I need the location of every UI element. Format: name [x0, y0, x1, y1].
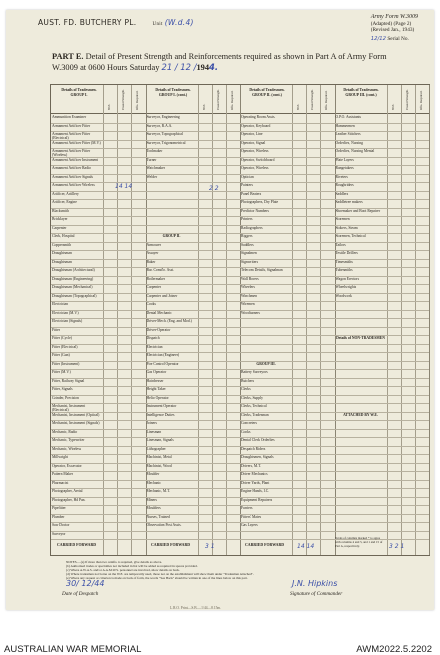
row-label: Wheelers	[241, 285, 255, 289]
despatch-label: Date of Despatch	[62, 591, 99, 597]
row-label: Stokers, Steam	[335, 225, 358, 230]
row-label: Radiographers	[241, 225, 263, 230]
row-label: Shoemaker and Boot Repairer	[335, 208, 381, 213]
row-label: Mechanist, Instrument (Signals)	[52, 421, 100, 425]
carried-forward-2: CARRIED FORWARD	[151, 543, 191, 547]
row-label: Turner	[146, 157, 157, 162]
archive-id: AWM2022.5.2202	[356, 644, 432, 655]
header-posted: Posted Strength.	[404, 89, 409, 110]
row-label: Draughtsman (Engineering)	[52, 276, 94, 281]
row-label: Roughriders	[335, 183, 354, 187]
row-label: Plate Layers	[335, 157, 354, 162]
row-label: Artificer, Artillery	[52, 191, 79, 196]
header-rfts: Rfts. Required.	[324, 90, 328, 110]
row-label: Woodturners	[241, 310, 260, 315]
row-label: Cooks	[241, 429, 251, 434]
form-title	[52, 51, 392, 73]
row-label: Tubesmiths	[335, 268, 353, 272]
row-label: Gas Operator	[146, 370, 167, 374]
header-rfts: Rfts. Required.	[135, 90, 139, 110]
row-label: Instrument Operator	[146, 404, 177, 408]
archive-name: AUSTRALIAN WAR MEMORIAL	[4, 644, 142, 655]
row-label: Butchers	[241, 378, 255, 383]
row-label: Clerks, Technical	[241, 404, 267, 408]
serial-label: Serial No.	[387, 35, 409, 42]
hw-carry-3: 3 1	[205, 543, 215, 550]
row-label: Signwriters	[241, 259, 259, 264]
row-label: Predictor Numbers	[241, 208, 269, 213]
row-label: Fitter (Instrument)	[52, 361, 80, 366]
row-label: Coppersmith	[52, 242, 72, 247]
row-label: Textile Drillers	[335, 251, 358, 255]
row-label: Dental Mechanic	[146, 310, 172, 315]
row-label: Operator, Signal	[241, 140, 266, 145]
title-year-suffix: 4.	[209, 62, 219, 72]
row-label: Operating Room Assts.	[241, 115, 276, 119]
header-rfts: Rfts. Required.	[229, 90, 234, 110]
printer-imprint: L.R.O. Print—S.B.—1/44—8.15m.	[170, 606, 222, 610]
row-label: Leather Stitchers	[335, 132, 361, 136]
row-label: Cooks	[146, 302, 156, 306]
row-label: Driver-Mech. (Eng. and Mod.)	[146, 319, 192, 323]
row-label: Driver-Operator	[146, 327, 171, 332]
row-label: O.P.O. Assistants	[335, 115, 361, 119]
row-label: Mechanic, Typewriter	[52, 438, 85, 442]
row-label: Armament Artificer Instrument	[52, 157, 99, 162]
table-row	[51, 531, 146, 541]
form-adapted: (Adapted) (Page 2)	[370, 20, 412, 27]
signature-label: Signature of Commander	[290, 591, 343, 597]
row-label: Pipefitter	[52, 506, 66, 510]
row-label: Surveyor, Trigonometrical	[146, 140, 186, 145]
row-label: Carpenter and Joiner	[146, 293, 178, 298]
row-label: Pattern Maker	[52, 472, 73, 476]
commander-signature: J.N. Hipkins	[292, 579, 338, 588]
row-label: Storemen	[335, 217, 350, 221]
row-label: Artificer, Engine	[52, 200, 77, 204]
row-label: Details of NON-TRADESMEN	[336, 336, 385, 340]
row-label: Watchmaker	[146, 166, 166, 170]
row-label: Blacksmith	[52, 208, 69, 213]
row-label: Operator, Line	[241, 132, 263, 136]
row-label: Storemen, Technical	[335, 234, 366, 238]
header-we: W.E.	[201, 103, 206, 110]
row-label: Orderlies, Nursing Mental	[335, 149, 375, 153]
hw-carry-2: 14 14	[297, 543, 315, 550]
row-label: Surveyor, R.A.A.	[146, 123, 173, 128]
row-label: Armament Artificer Fitter (M.V.)	[52, 140, 101, 145]
carried-forward-1: CARRIED FORWARD	[57, 543, 97, 547]
unit-word: Unit	[152, 22, 163, 27]
form-revised: (Revised Jan., 1943)	[370, 27, 415, 33]
row-label: Electrician	[52, 302, 68, 306]
row-label: Boilermaker	[146, 276, 165, 281]
header-group2-cont: Details of Tradesmen. GROUP II. (cont.)	[249, 88, 285, 97]
row-label: Driver Mechanics	[241, 472, 268, 476]
row-label: Electrician	[146, 344, 163, 349]
row-label: Equipment Repairers	[241, 497, 273, 502]
row-label: Operator, Wireless	[241, 149, 269, 153]
row-label: Draughtsman (Architectural)	[52, 268, 95, 272]
row-label: Observation Post Assts.	[146, 523, 182, 527]
row-label: Electrician (M.V.)	[52, 310, 79, 315]
row-label: Photographer, Aerial	[52, 489, 83, 493]
row-label: Winchmen	[241, 293, 258, 298]
carried-forward-3: CARRIED FORWARD	[245, 543, 285, 547]
row-label: Photographer, Hd Pan.	[52, 497, 86, 502]
row-label: Mechanist, Instrument (Optical)	[52, 412, 100, 417]
row-label: Riggers	[241, 234, 253, 238]
row-label: Panel Beaters	[241, 191, 262, 196]
row-label: Operator, Excavator	[52, 463, 82, 468]
header-rfts: Rfts. Required.	[418, 90, 423, 110]
row-label: Telecom Details, Signalman	[241, 268, 283, 272]
row-label: Fitter, Signals	[52, 387, 73, 391]
row-label: Millwright	[52, 455, 68, 459]
row-label: Assayer	[146, 251, 159, 255]
row-label: Grinder, Precision	[52, 395, 79, 400]
title-text: Detail of Present Strength and Reinforcements required as shown in Part A of Army Form W.3009 at 0600 Hours Saturday	[52, 52, 387, 72]
row-label: Draughtsman (Topographical)	[52, 293, 97, 298]
header-group1: Details of Tradesmen. GROUP I.	[61, 88, 97, 97]
row-label: Helio Operator	[146, 395, 169, 400]
row-label: Dispatch	[146, 336, 160, 340]
row-label: Draughtsman	[52, 259, 72, 264]
row-label: Bar. Comd'o. Asst.	[146, 268, 175, 272]
row-label: Height Taker	[146, 387, 166, 391]
strength-table	[50, 84, 430, 556]
row-label: Photographers, Dry Plate	[241, 200, 279, 204]
row-label: Moulders	[146, 506, 161, 510]
row-label: Driver Yards, Plant	[241, 480, 270, 485]
row-label: Armament Artificer Signals	[52, 174, 93, 179]
row-label: Intelligence Duties	[146, 412, 175, 417]
unit-handwriting: (W.d.4)	[164, 18, 194, 27]
row-label: Battery Surveyors	[241, 370, 268, 374]
row-label: Wheelwrights	[335, 285, 357, 289]
serial-value: 12/12	[370, 35, 386, 42]
hw-carry-4: 3 2 1	[389, 543, 405, 550]
row-label: Welder	[146, 174, 158, 179]
table-row	[240, 531, 335, 541]
row-label: Clerk, Hospital	[52, 234, 75, 238]
row-label: Carpenter	[146, 285, 162, 289]
row-label: Dental Clerk Orderlies	[241, 438, 275, 442]
row-label: Armament Artificer Fitter (Electrical)	[52, 132, 91, 140]
row-label: Machinist, Metal	[146, 455, 172, 459]
row-label: Mechanic, Radio	[52, 429, 78, 434]
row-label: Fitter (Cycle)	[52, 336, 72, 340]
row-label: GROUP III.	[256, 361, 276, 366]
row-label: Toolmaker	[146, 149, 163, 153]
header-group3-cont: Details of Tradesmen. GROUP III. (cont.)	[343, 88, 379, 97]
row-label: Mechanist, Instrument (Electrical)	[52, 404, 86, 412]
row-label: Signalmen	[241, 251, 257, 255]
row-label: Carpenter	[52, 225, 67, 230]
row-label: Orderlies, Nursing	[335, 140, 363, 145]
row-label: Mechanic, Wireless	[52, 446, 82, 451]
archive-footer	[0, 618, 440, 653]
header-posted: Posted Strength.	[121, 89, 125, 110]
row-label: Lithographer	[146, 446, 166, 451]
row-label: Fitter, Railway Signal	[52, 378, 85, 383]
row-label: Tailors	[335, 242, 346, 247]
hw-figure-c1: 14 14	[115, 183, 133, 190]
form-notes: NOTES.—(a) If more than two reinfts. is required, give details as above. (b) Authorised trades or specialties not included in list will be added as required in spaces provided. (c) Where A.W.A.S. and/or A.A.M.W.S. personnel are involved, show details on back. (d) Where tradesmen not borne on the W.E. are temporarily used, those not on the establishment will show them under "Tradesmen Attached". (e) Where any request or criterion is made on back of form, the words "See Back" should be written in one of the lines below on this part.	[66, 560, 254, 581]
row-label: ATTACHED BY W.E.	[343, 412, 378, 417]
row-label: Saddlers	[241, 242, 254, 247]
row-label: Wagon Erectors	[335, 276, 360, 281]
row-label: Operator, Switchboard	[241, 157, 275, 162]
row-label: Hairdresser	[146, 378, 164, 383]
row-label: Clerks	[241, 387, 251, 391]
row-label: Operator, Wireless	[241, 166, 269, 170]
header-posted: Posted Strength.	[215, 89, 220, 110]
row-label: Riveters	[335, 174, 348, 179]
unit-name: AUST. FD. BUTCHERY PL.	[38, 18, 137, 27]
row-label: Clerks, Supply	[241, 395, 263, 400]
row-label: Hammermen	[335, 123, 355, 128]
row-label: Rangetakers	[335, 166, 354, 170]
row-label: Draughtsman	[52, 251, 72, 255]
row-label: Surveyor, Engineering	[146, 115, 180, 119]
carried-forward-4: Totals of columns marked * to agree with columns 4 and 5, and 1 and 15 of Part A, respectively.	[335, 536, 383, 548]
unit-line	[38, 18, 194, 27]
row-label: Timesmiths	[335, 259, 353, 264]
row-label: Gas Layers	[241, 523, 258, 527]
row-label: Drivers, M.T.	[241, 463, 262, 468]
row-label: Surveyor	[52, 531, 66, 536]
row-label: Engine Hands, I.C.	[241, 489, 270, 493]
header-posted: Posted Strength.	[310, 89, 314, 110]
title-date: 21 / 12 /	[161, 62, 197, 72]
form-identifier	[371, 14, 418, 42]
row-label: Nurses, Trained	[146, 514, 170, 519]
row-label: Printers	[241, 217, 253, 221]
row-label: Concreters	[241, 421, 257, 425]
row-label: Mechanic	[146, 480, 162, 485]
row-label: Joiners	[146, 421, 157, 425]
row-label: Bricklayer	[52, 217, 68, 221]
row-label: Moulder	[146, 472, 160, 476]
row-label: Saw Doctor	[52, 523, 70, 527]
row-label: Fitter (M.V.)	[52, 370, 71, 374]
row-label: Mechanic, M.T.	[146, 489, 170, 493]
row-label: Machinist, Wood	[146, 463, 172, 468]
row-label: Electrician (Engineer)	[146, 353, 180, 357]
row-label: Pharmacist	[52, 480, 69, 485]
row-label: Linesman, Signals	[146, 438, 174, 442]
row-label: Armament Artificer Radio	[52, 166, 91, 170]
row-label: Woodwork	[335, 293, 352, 298]
row-label: Wiremen	[241, 302, 255, 306]
form-name: Army Form W.3009	[370, 14, 418, 20]
row-label: Fitters' Mates	[241, 514, 262, 519]
row-label: Electrician (Signals)	[52, 319, 83, 323]
row-label: Ammunition Examiner	[52, 115, 87, 119]
row-label: Saddlers	[335, 191, 349, 196]
row-label: Draughtsmen, Signals	[241, 455, 274, 459]
row-label: Surveyor, Topographical	[146, 132, 183, 136]
row-label: Fitter (Gun)	[52, 353, 70, 357]
row-label: Wall Borers	[241, 276, 259, 281]
row-label: Painters	[241, 183, 253, 187]
table-row	[146, 531, 241, 541]
row-label: Optician	[241, 174, 254, 179]
header-we: W.E.	[296, 103, 300, 110]
row-label: GROUP II.	[162, 234, 181, 238]
row-label: Miners	[146, 497, 157, 502]
header-we: W.E.	[390, 103, 395, 110]
row-label: Linesman	[146, 429, 162, 434]
row-label: Fitter (Electrical)	[52, 344, 78, 349]
serial-line	[371, 36, 418, 43]
title-year: 194	[196, 63, 209, 72]
row-label: Saddletree makers	[335, 200, 363, 204]
row-label: Despatch Riders	[241, 446, 266, 451]
hw-figure-c2: 2 2	[209, 185, 219, 192]
part-label: PART E.	[52, 52, 84, 61]
row-label: Fire Control Operator	[146, 361, 179, 366]
header-we: W.E.	[107, 103, 111, 110]
row-label: Plumber	[52, 514, 65, 519]
header-group1-cont: Details of Tradesmen. GROUP I. (cont.)	[155, 88, 191, 97]
row-label: Farriers	[241, 506, 253, 510]
row-label: Armourer	[146, 242, 162, 247]
row-label: Armament Artificer Fitter (Wireless)	[52, 149, 91, 157]
row-label: Armament Artificer Wireless	[52, 183, 95, 187]
despatch-date: 30/ 12/44	[66, 579, 105, 588]
row-label: Armament Artificer Fitter	[52, 123, 91, 128]
row-label: Operator, Keyboard	[241, 123, 271, 128]
row-label: Draughtsman (Mechanical)	[52, 285, 93, 289]
row-label: Baker	[146, 259, 156, 264]
row-label: Clerks, Tradesman	[241, 412, 269, 417]
row-label: Fitter	[52, 327, 60, 332]
